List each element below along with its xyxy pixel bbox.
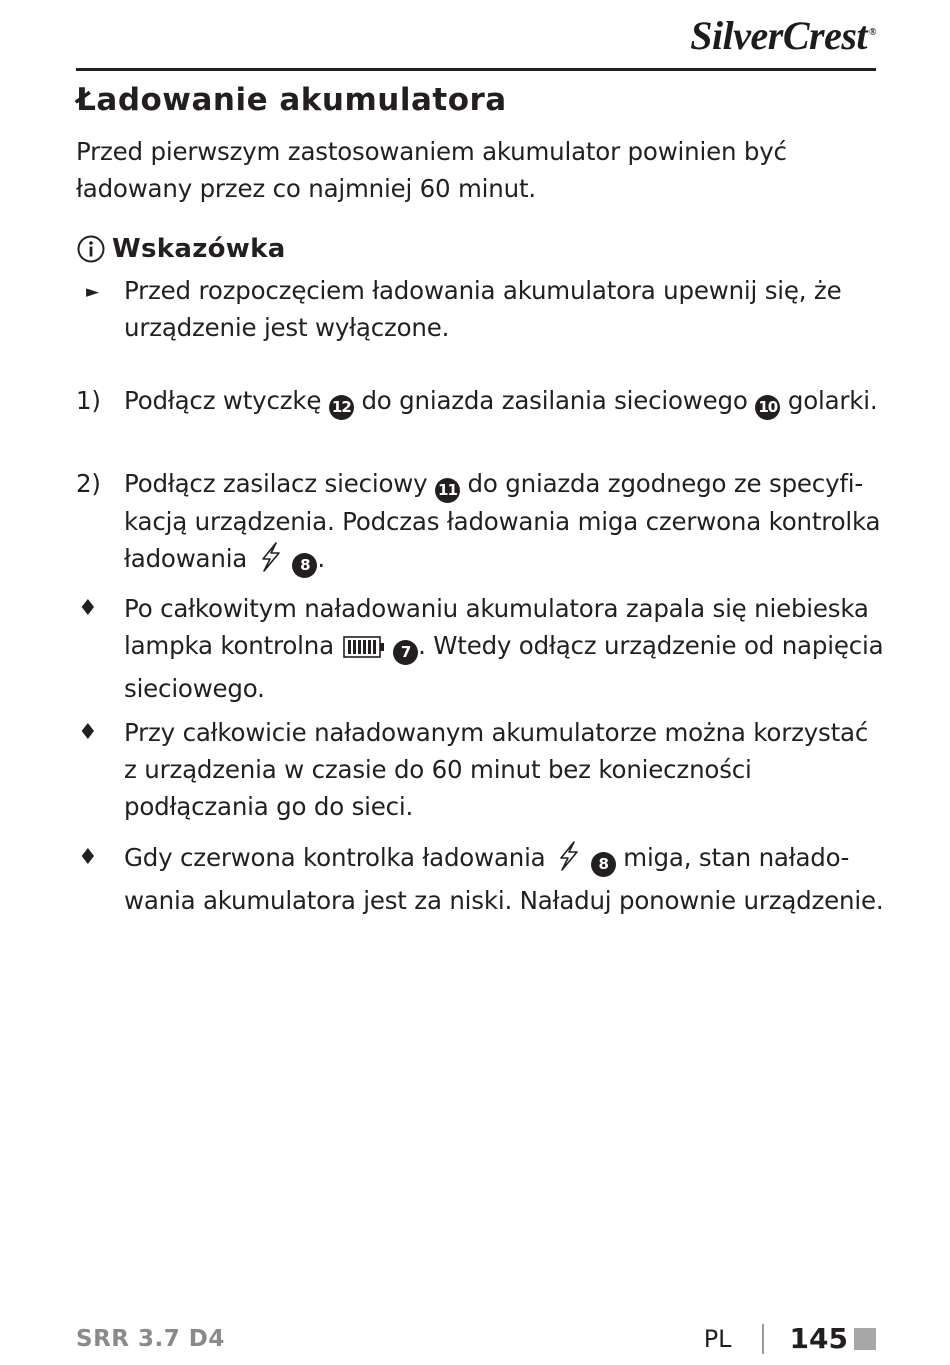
footer-divider: [762, 1324, 764, 1354]
intro-paragraph: Przed pierwszym zastosowaniem akumulator powinien być ładowany przez co najmniej 60 minut.: [76, 137, 787, 203]
registered-mark: ®: [869, 26, 876, 38]
ref-number-7: 7: [393, 640, 418, 665]
note-bullet-text: Przed rozpoczęciem ładowania akumulatora upewnij się, że urządzenie jest wyłączone.: [124, 276, 842, 342]
bullet-item: [76, 839, 886, 919]
page-number: 145: [789, 1322, 848, 1355]
ref-number-8: 8: [591, 852, 616, 877]
brand-logo: SilverCrest ®: [690, 13, 876, 58]
step-number: 1): [76, 386, 101, 415]
bullet-text: Po całkowitym naładowaniu akumulatora zapala się niebieska lampka kontrolna 7 . Wtedy odłącz urządzenie od napięcia sieciowego.: [124, 594, 884, 703]
page-title: Ładowanie akumulatora: [76, 82, 507, 118]
lightning-icon: [255, 541, 285, 583]
step-1: [76, 382, 886, 420]
note-heading: [76, 234, 286, 264]
note-bullet: [76, 272, 886, 346]
step-text: Podłącz zasilacz sieciowy 11 do gniazda zgodnego ze specyfikacją urządzenia. Podczas ładowania miga czerwona kontrolka ładowania 8 .: [124, 465, 886, 583]
footer-pagination: [704, 1322, 876, 1355]
bullet-item: [76, 590, 886, 707]
bullet-text: Przy całkowicie naładowanym akumulatorze można korzystać z urządzenia w czasie do 60 minut bez konieczności podłączania go do sieci.: [124, 718, 869, 821]
diamond-bullet-icon: ♦: [78, 845, 98, 870]
info-icon: [76, 234, 106, 264]
battery-full-icon: [342, 633, 386, 670]
step-number: 2): [76, 469, 101, 498]
ref-number-10: 10: [755, 395, 780, 420]
ref-number-8: 8: [292, 553, 317, 578]
diamond-bullet-icon: ♦: [78, 596, 98, 621]
lightning-icon: [553, 840, 583, 882]
bullet-item: [76, 714, 886, 825]
step-2: [76, 465, 886, 583]
triangle-bullet-icon: ►: [86, 282, 99, 302]
ref-number-12: 12: [329, 395, 354, 420]
bullet-text: Gdy czerwona kontrolka ładowania 8 miga, stan naładowania akumulatora jest za niski. Naładuj ponownie urządzenie.: [124, 839, 886, 919]
footer-language: PL: [703, 1324, 732, 1353]
footer-model: SRR 3.7 D4: [76, 1326, 225, 1352]
header-rule: [76, 68, 876, 71]
diamond-bullet-icon: ♦: [78, 720, 98, 745]
page-marker-square: [854, 1328, 876, 1350]
step-text: Podłącz wtyczkę 12 do gniazda zasilania sieciowego 10 golarki.: [124, 382, 886, 420]
ref-number-11: 11: [435, 478, 460, 503]
note-heading-label: Wskazówka: [112, 234, 286, 264]
